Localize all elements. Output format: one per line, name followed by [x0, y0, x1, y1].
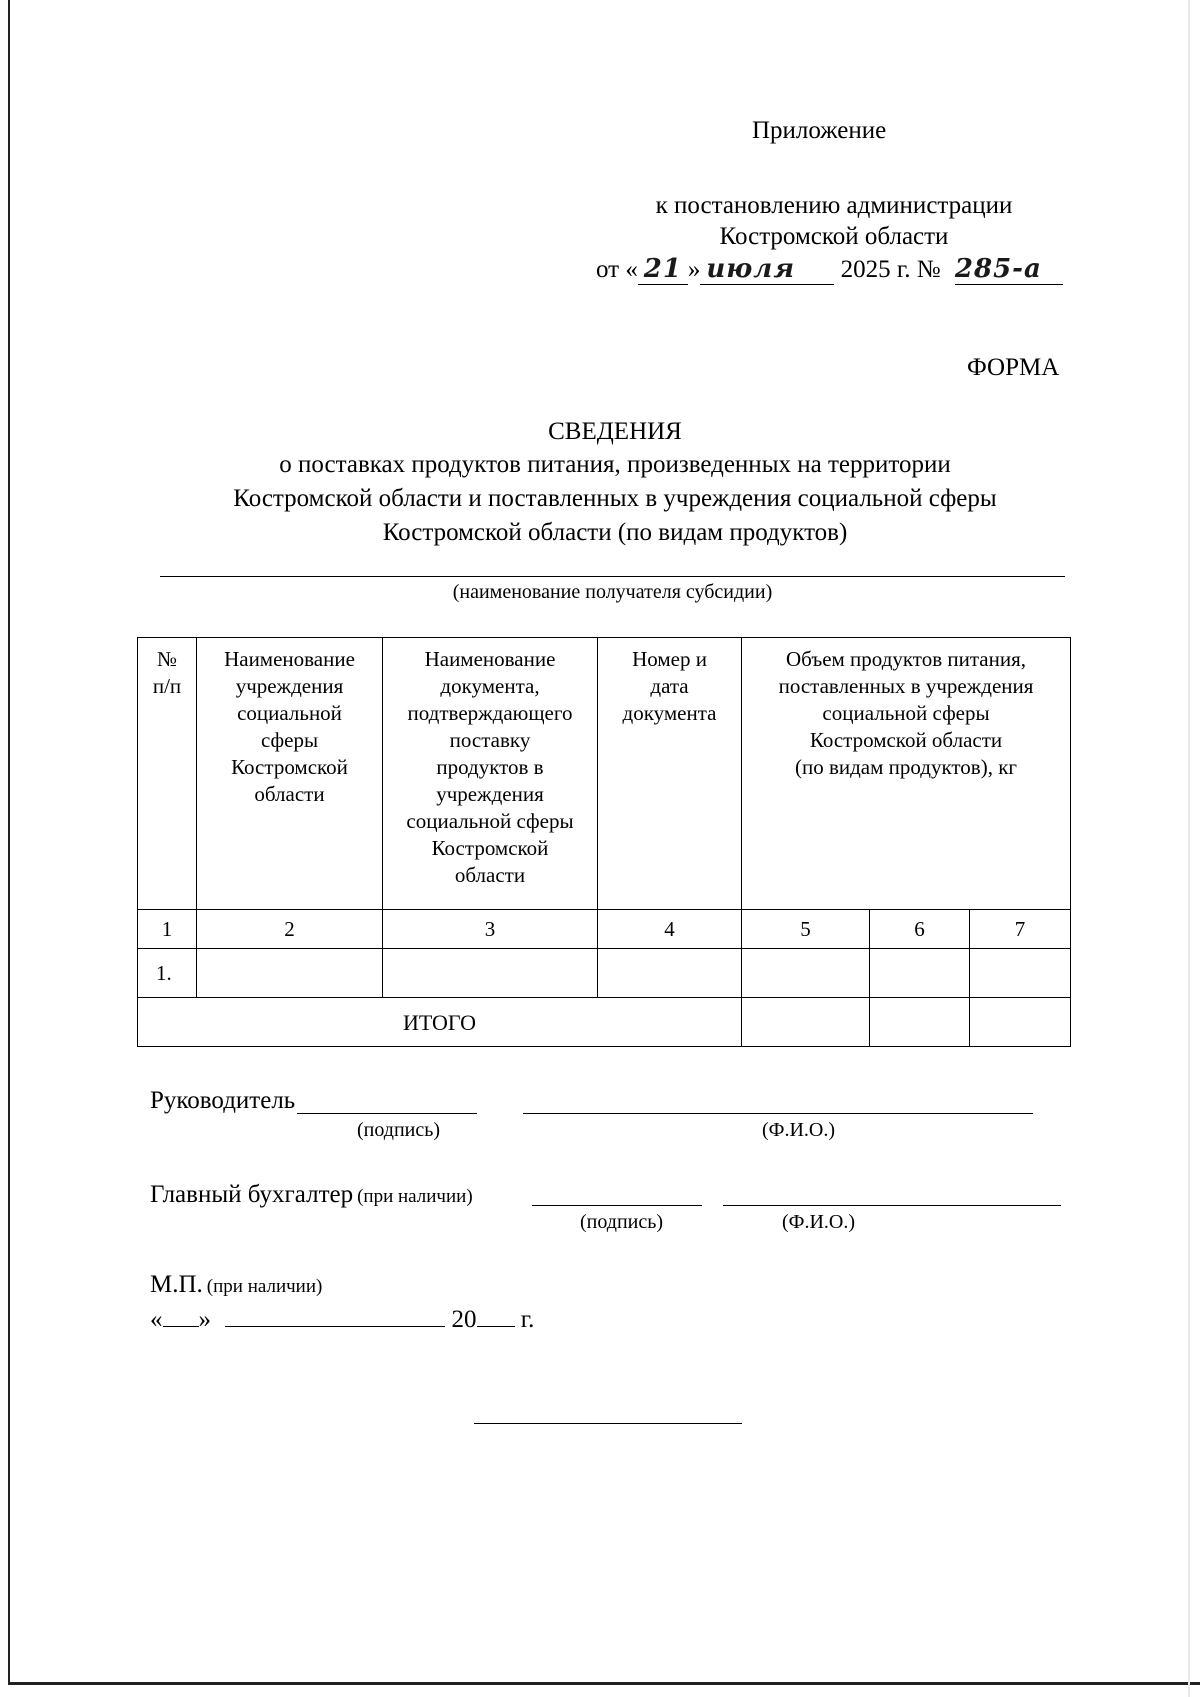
total-row [138, 998, 1071, 1047]
column-number: 7 [970, 910, 1071, 949]
column-number: 6 [870, 910, 970, 949]
decree-number-handwritten: 285-а [955, 254, 1063, 285]
table-cell[interactable] [870, 949, 970, 998]
scan-border-bottom [8, 1682, 1200, 1685]
scan-border-right [1188, 0, 1190, 1697]
header-col-number: № п/п [138, 638, 197, 910]
table-cell[interactable] [742, 949, 870, 998]
accountant-label: Главный бухгалтер [150, 1181, 354, 1208]
table-cell[interactable] [970, 949, 1071, 998]
stamp-if-any: (при наличии) [206, 1276, 323, 1297]
stamp-line [150, 1270, 322, 1300]
total-cell[interactable] [870, 998, 970, 1047]
table-row [138, 949, 1071, 998]
title-main: СВЕДЕНИЯ [548, 418, 682, 445]
recipient-caption: (наименование получателя субсидии) [452, 581, 773, 603]
accountant-if-any: (при наличии) [357, 1186, 473, 1207]
table-cell[interactable] [197, 949, 383, 998]
title-line-2: Костромской области и поставленных в учреждения социальной сферы [233, 485, 997, 512]
date-month-handwritten: июля [700, 254, 834, 285]
head-signature-line[interactable] [297, 1113, 477, 1114]
sign-year-field[interactable] [477, 1302, 515, 1327]
supply-table [137, 637, 1071, 1047]
table-header-row [138, 638, 1071, 910]
year-suffix: г. [520, 1306, 535, 1333]
column-number: 5 [742, 910, 870, 949]
title-line-1: о поставках продуктов питания, произведенных на территории [279, 451, 951, 478]
head-name-line[interactable] [523, 1113, 1033, 1114]
sign-day-field[interactable] [163, 1302, 199, 1327]
table-cell[interactable] [598, 949, 742, 998]
date-year: 2025 г. № [840, 256, 941, 283]
column-number: 4 [598, 910, 742, 949]
date-mid: » [687, 256, 701, 283]
sign-month-field[interactable] [225, 1302, 445, 1327]
head-label: Руководитель [150, 1087, 296, 1114]
head-sign-caption: (подпись) [357, 1119, 441, 1141]
table-cell[interactable] [383, 949, 598, 998]
appendix-label: Приложение [752, 117, 887, 144]
scan-border-left [8, 0, 10, 1684]
row-number: 1. [138, 949, 197, 998]
header-col-institution: Наименование учреждения социальной сферы Костромской области [197, 638, 383, 910]
accountant-label-line [150, 1180, 473, 1210]
header-col-doc-number-date: Номер и дата документа [598, 638, 742, 910]
stamp-label: М.П. [150, 1271, 203, 1298]
accountant-signature-line[interactable] [532, 1205, 702, 1206]
accountant-sign-caption: (подпись) [580, 1211, 664, 1233]
sign-date-line [150, 1302, 534, 1335]
column-number: 2 [197, 910, 383, 949]
column-number: 3 [383, 910, 598, 949]
end-separator-line [474, 1423, 742, 1424]
total-label: ИТОГО [138, 998, 742, 1047]
recipient-name-line [160, 576, 1065, 577]
accountant-name-line[interactable] [723, 1205, 1061, 1206]
accountant-name-caption: (Ф.И.О.) [782, 1211, 856, 1233]
decree-date-line [596, 254, 1063, 285]
column-number: 1 [138, 910, 197, 949]
decree-line-1: к постановлению администрации [655, 192, 1013, 219]
date-day-handwritten: 21 [638, 254, 688, 285]
total-cell[interactable] [970, 998, 1071, 1047]
year-prefix: 20 [451, 1306, 477, 1333]
date-open-quote: « [150, 1306, 163, 1333]
header-col-document: Наименование документа, подтверждающего поставку продуктов в учреждения социальной сферы Костромской области [383, 638, 598, 910]
date-prefix: от « [596, 256, 638, 283]
total-cell[interactable] [742, 998, 870, 1047]
title-line-3: Костромской области (по видам продуктов) [382, 519, 848, 546]
column-number-row [138, 910, 1071, 949]
date-close-quote: » [198, 1306, 211, 1333]
form-label: ФОРМА [967, 354, 1060, 381]
decree-line-2: Костромской области [719, 223, 949, 250]
head-name-caption: (Ф.И.О.) [762, 1119, 836, 1141]
header-col-volume: Объем продуктов питания, поставленных в учреждения социальной сферы Костромской области (по видам продуктов), кг [742, 638, 1071, 910]
